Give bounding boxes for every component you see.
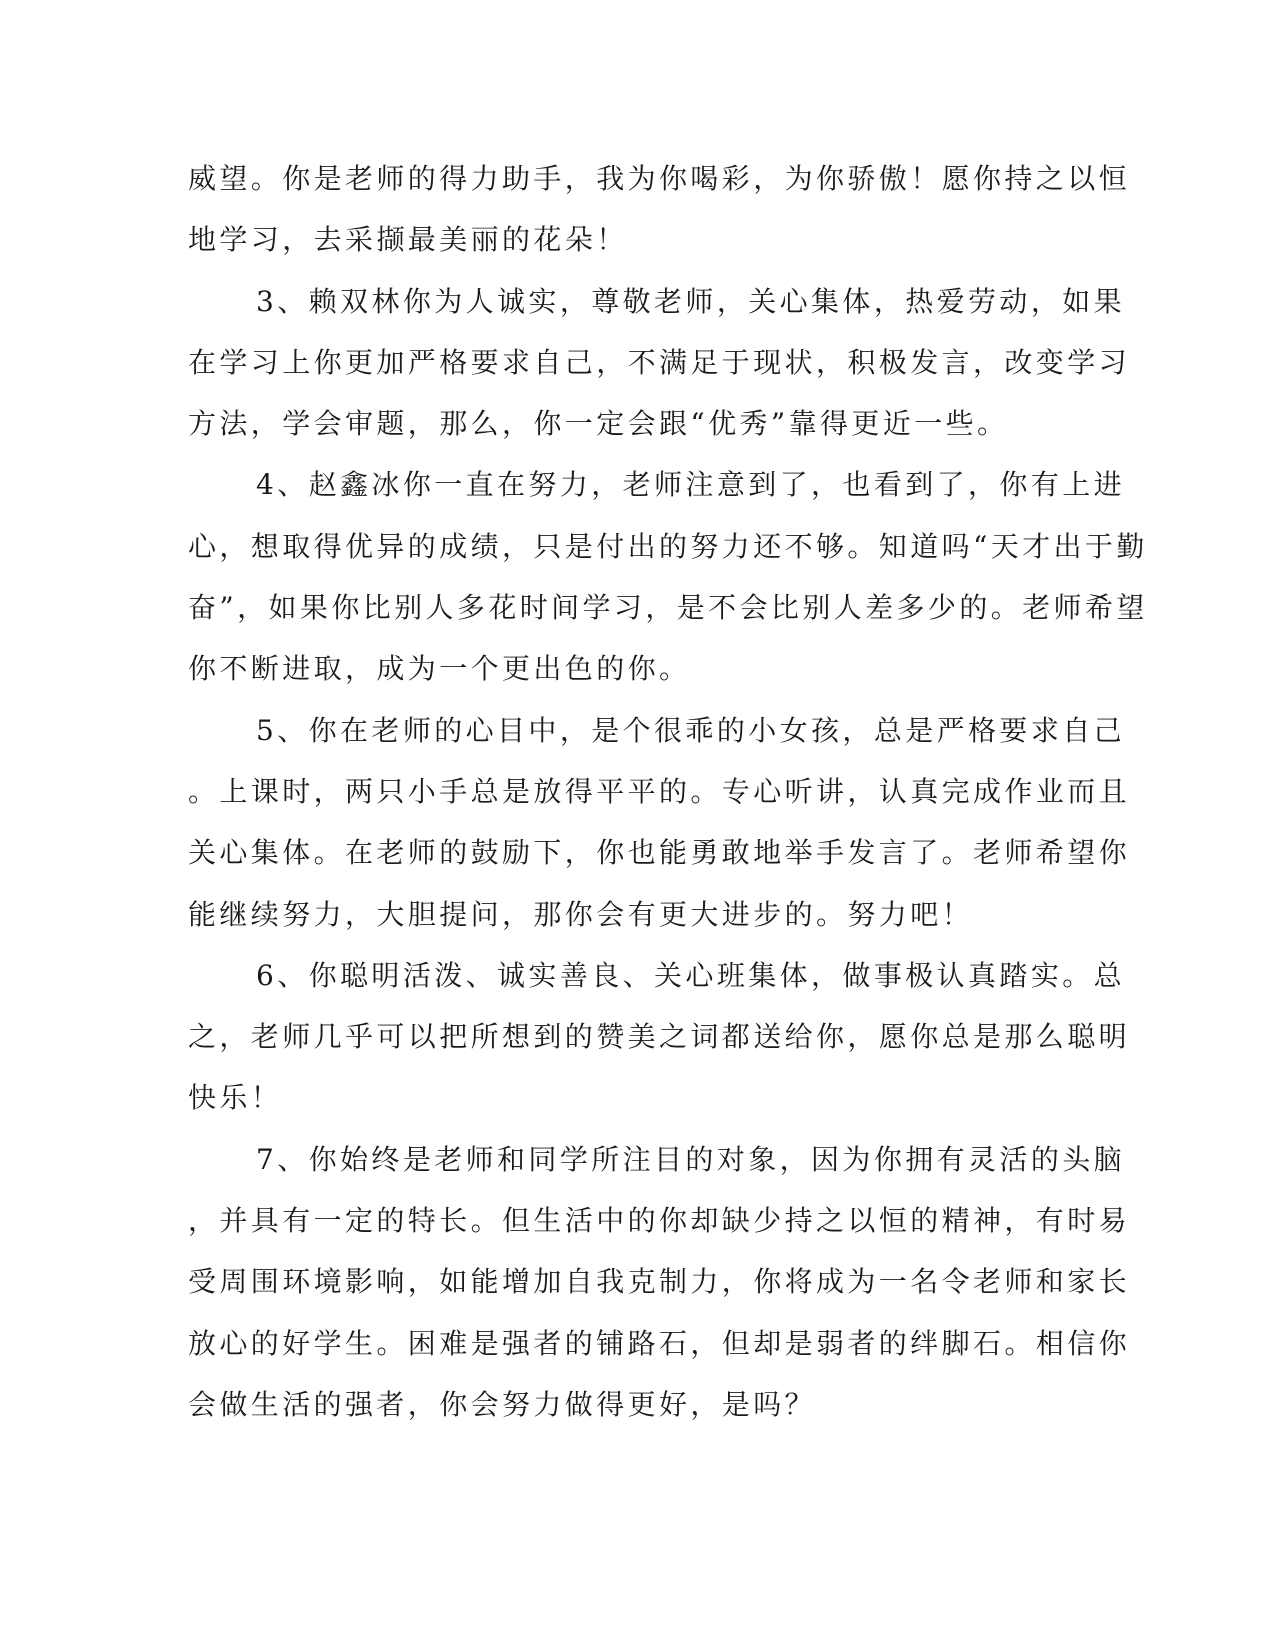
document-body	[188, 148, 1148, 1435]
text-line: 受周围环境影响，如能增加自我克制力，你将成为一名令老师和家长	[188, 1265, 1131, 1299]
text-line: 你不断进取，成为一个更出色的你。	[188, 652, 691, 686]
text-line: 在学习上你更加严格要求自己，不满足于现状，积极发言，改变学习	[188, 345, 1131, 379]
text-line: 能继续努力，大胆提问，那你会有更大进步的。努力吧！	[188, 897, 974, 931]
text-line: 7、你始终是老师和同学所注目的对象，因为你拥有灵活的头脑	[256, 1142, 1126, 1176]
text-line: 5、你在老师的心目中，是个很乖的小女孩，总是严格要求自己	[256, 713, 1126, 747]
text-line: 会做生活的强者，你会努力做得更好，是吗？	[188, 1387, 817, 1421]
text-line: 方法，学会审题，那么，你一定会跟“优秀”靠得更近一些。	[188, 407, 1009, 441]
text-line: 奋”，如果你比别人多花时间学习，是不会比别人差多少的。老师希望	[188, 591, 1148, 625]
text-line: 放心的好学生。困难是强者的铺路石，但却是弱者的绊脚石。相信你	[188, 1326, 1131, 1360]
text-line: 地学习，去采撷最美丽的花朵！	[188, 223, 628, 257]
text-line: 4、赵鑫冰你一直在努力，老师注意到了，也看到了，你有上进	[256, 468, 1126, 502]
text-line: 快乐！	[188, 1081, 283, 1115]
text-line: 关心集体。在老师的鼓励下，你也能勇敢地举手发言了。老师希望你	[188, 836, 1131, 870]
text-line: 心，想取得优异的成绩，只是付出的努力还不够。知道吗“天才出于勤	[188, 529, 1148, 563]
text-line: ，并具有一定的特长。但生活中的你却缺少持之以恒的精神，有时易	[188, 1204, 1131, 1238]
text-line: 。上课时，两只小手总是放得平平的。专心听讲，认真完成作业而且	[188, 774, 1131, 808]
text-line: 6、你聪明活泼、诚实善良、关心班集体，做事极认真踏实。总	[256, 958, 1126, 992]
text-line: 3、赖双林你为人诚实，尊敬老师，关心集体，热爱劳动，如果	[256, 284, 1126, 318]
text-line: 之，老师几乎可以把所想到的赞美之词都送给你，愿你总是那么聪明	[188, 1020, 1131, 1054]
text-line: 威望。你是老师的得力助手，我为你喝彩，为你骄傲！愿你持之以恒	[188, 162, 1131, 195]
